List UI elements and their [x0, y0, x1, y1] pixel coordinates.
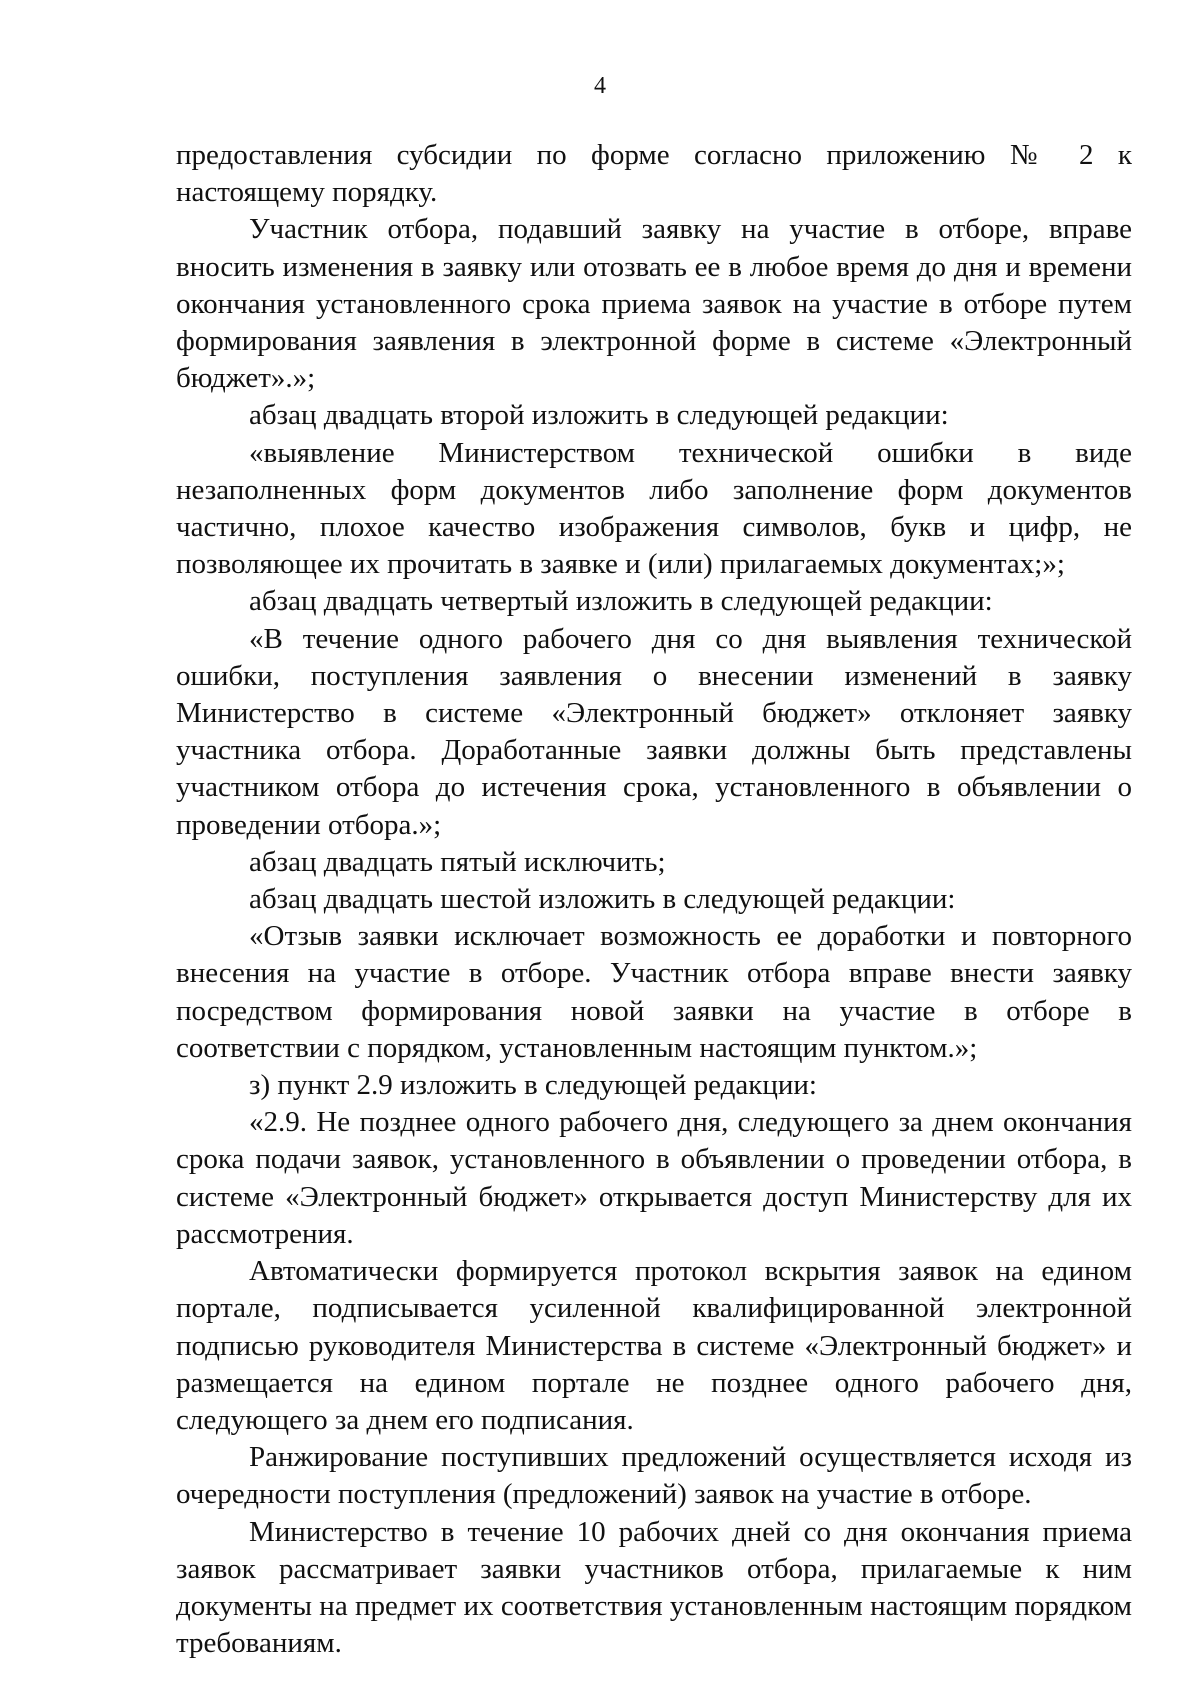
paragraph-10: з) пункт 2.9 изложить в следующей редакции:: [249, 1069, 817, 1102]
paragraph-1: предоставления субсидии по форме согласно приложению № 2 к настоящему порядку.: [176, 139, 1132, 209]
paragraph-12: Автоматически формируется протокол вскрытия заявок на едином портале, подписывается усиленной квалифицированной электронной подписью руководителя Министерства в системе «Электронный бюджет» и размещается на едином портале не позднее одного рабочего дня, следующего за днем его подписания.: [176, 1255, 1132, 1436]
paragraph-8: абзац двадцать шестой изложить в следующей редакции:: [249, 883, 956, 916]
page-number: 4: [594, 73, 606, 99]
paragraph-14: Министерство в течение 10 рабочих дней со дня окончания приема заявок рассматривает заявки участников отбора, прилагаемые к ним документы на предмет их соответствия установленным настоящим порядком требованиям.: [176, 1515, 1132, 1660]
paragraph-7: абзац двадцать пятый исключить;: [249, 845, 666, 878]
paragraph-3: абзац двадцать второй изложить в следующей редакции:: [249, 399, 949, 432]
paragraph-5: абзац двадцать четвертый изложить в следующей редакции:: [249, 585, 993, 618]
paragraph-11: «2.9. Не позднее одного рабочего дня, следующего за днем окончания срока подачи заявок, установленного в объявлении о проведении отбора, в системе «Электронный бюджет» открывается доступ Министерству для их рассмотрения.: [176, 1106, 1132, 1250]
paragraph-9: «Отзыв заявки исключает возможность ее доработки и повторного внесения на участие в отборе. Участник отбора вправе внести заявку посредством формирования новой заявки на участие в отборе в соответствии с порядком, установленным настоящим пунктом.»;: [176, 920, 1132, 1064]
paragraph-4: «выявление Министерством технической ошибки в виде незаполненных форм документов либо заполнение форм документов частично, плохое качество изображения символов, букв и цифр, не позволяющее их прочитать в заявке и (или) прилагаемых документах;»;: [176, 436, 1132, 581]
document-body: [176, 137, 1132, 1662]
paragraph-6: «В течение одного рабочего дня со дня выявления технической ошибки, поступления заявления о внесении изменений в заявку Министерство в системе «Электронный бюджет» отклоняет заявку участника отбора. Доработанные заявки должны быть представлены участником отбора до истечения срока, установленного в объявлении о проведении отбора.»;: [176, 622, 1132, 841]
paragraph-2: Участник отбора, подавший заявку на участие в отборе, вправе вносить изменения в заявку или отозвать ее в любое время до дня и времени окончания установленного срока приема заявок на участие в отборе путем формирования заявления в электронной форме в системе «Электронный бюджет».»;: [176, 213, 1132, 395]
paragraph-13: Ранжирование поступивших предложений осуществляется исходя из очередности поступления (предложений) заявок на участие в отборе.: [176, 1441, 1132, 1511]
